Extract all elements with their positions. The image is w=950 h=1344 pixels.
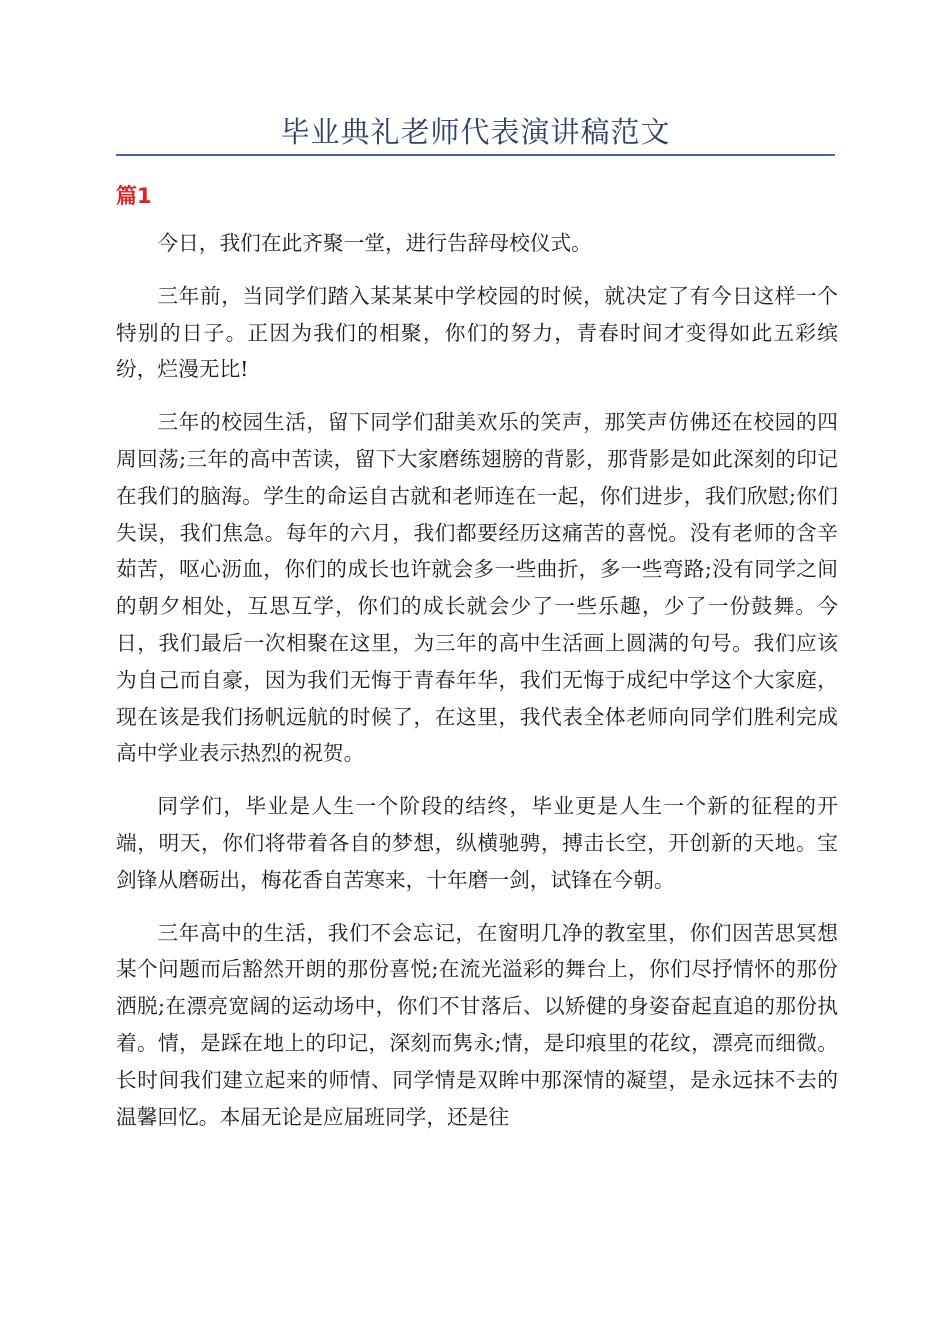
section-heading: 篇1 [116, 184, 152, 208]
title-underline [116, 154, 835, 156]
paragraph: 同学们，毕业是人生一个阶段的结终，毕业更是人生一个新的征程的开端，明天，你们将带着各自的梦想，纵横驰骋，搏击长空，开创新的天地。宝剑锋从磨砺出，梅花香自苦寒来，十年磨一剑，试锋在今朝。 [116, 794, 838, 892]
paragraph: 三年的校园生活，留下同学们甜美欢乐的笑声，那笑声仿佛还在校园的四周回荡;三年的高中苦读，留下大家磨练翅膀的背影，那背影是如此深刻的印记在我们的脑海。学生的命运自古就和老师连在一起，你们进步，我们欣慰;你们失误，我们焦急。每年的六月，我们都要经历这痛苦的喜悦。没有老师的含辛茹苦，呕心沥血，你们的成长也许就会多一些曲折，多一些弯路;没有同学之间的朝夕相处，互思互学，你们的成长就会少了一些乐趣，少了一份鼓舞。今日，我们最后一次相聚在这里，为三年的高中生活画上圆满的句号。我们应该为自己而自豪，因为我们无悔于青春年华，我们无悔于成纪中学这个大家庭，现在该是我们扬帆远航的时候了，在这里，我代表全体老师向同学们胜利完成高中学业表示热烈的祝贺。 [116, 410, 838, 766]
paragraph: 三年高中的生活，我们不会忘记，在窗明几净的教室里，你们因苦思冥想某个问题而后豁然开朗的那份喜悦;在流光溢彩的舞台上，你们尽抒情怀的那份洒脱;在漂亮宽阔的运动场中，你们不甘落后、以矫健的身姿奋起直追的那份执着。情，是踩在地上的印记，深刻而隽永;情，是印痕里的花纹，漂亮而细微。长时间我们建立起来的师情、同学情是双眸中那深情的凝望，是永远抹不去的温馨回忆。本届无论是应届班同学，还是往 [116, 920, 838, 1129]
paragraph: 今日，我们在此齐聚一堂，进行告辞母校仪式。 [157, 231, 592, 255]
paragraph: 三年前，当同学们踏入某某某中学校园的时候，就决定了有今日这样一个特别的日子。正因为我们的相聚，你们的努力，青春时间才变得如此五彩缤纷，烂漫无比! [116, 283, 838, 382]
document-title: 毕业典礼老师代表演讲稿范文 [280, 115, 671, 149]
document-body [116, 225, 838, 1151]
